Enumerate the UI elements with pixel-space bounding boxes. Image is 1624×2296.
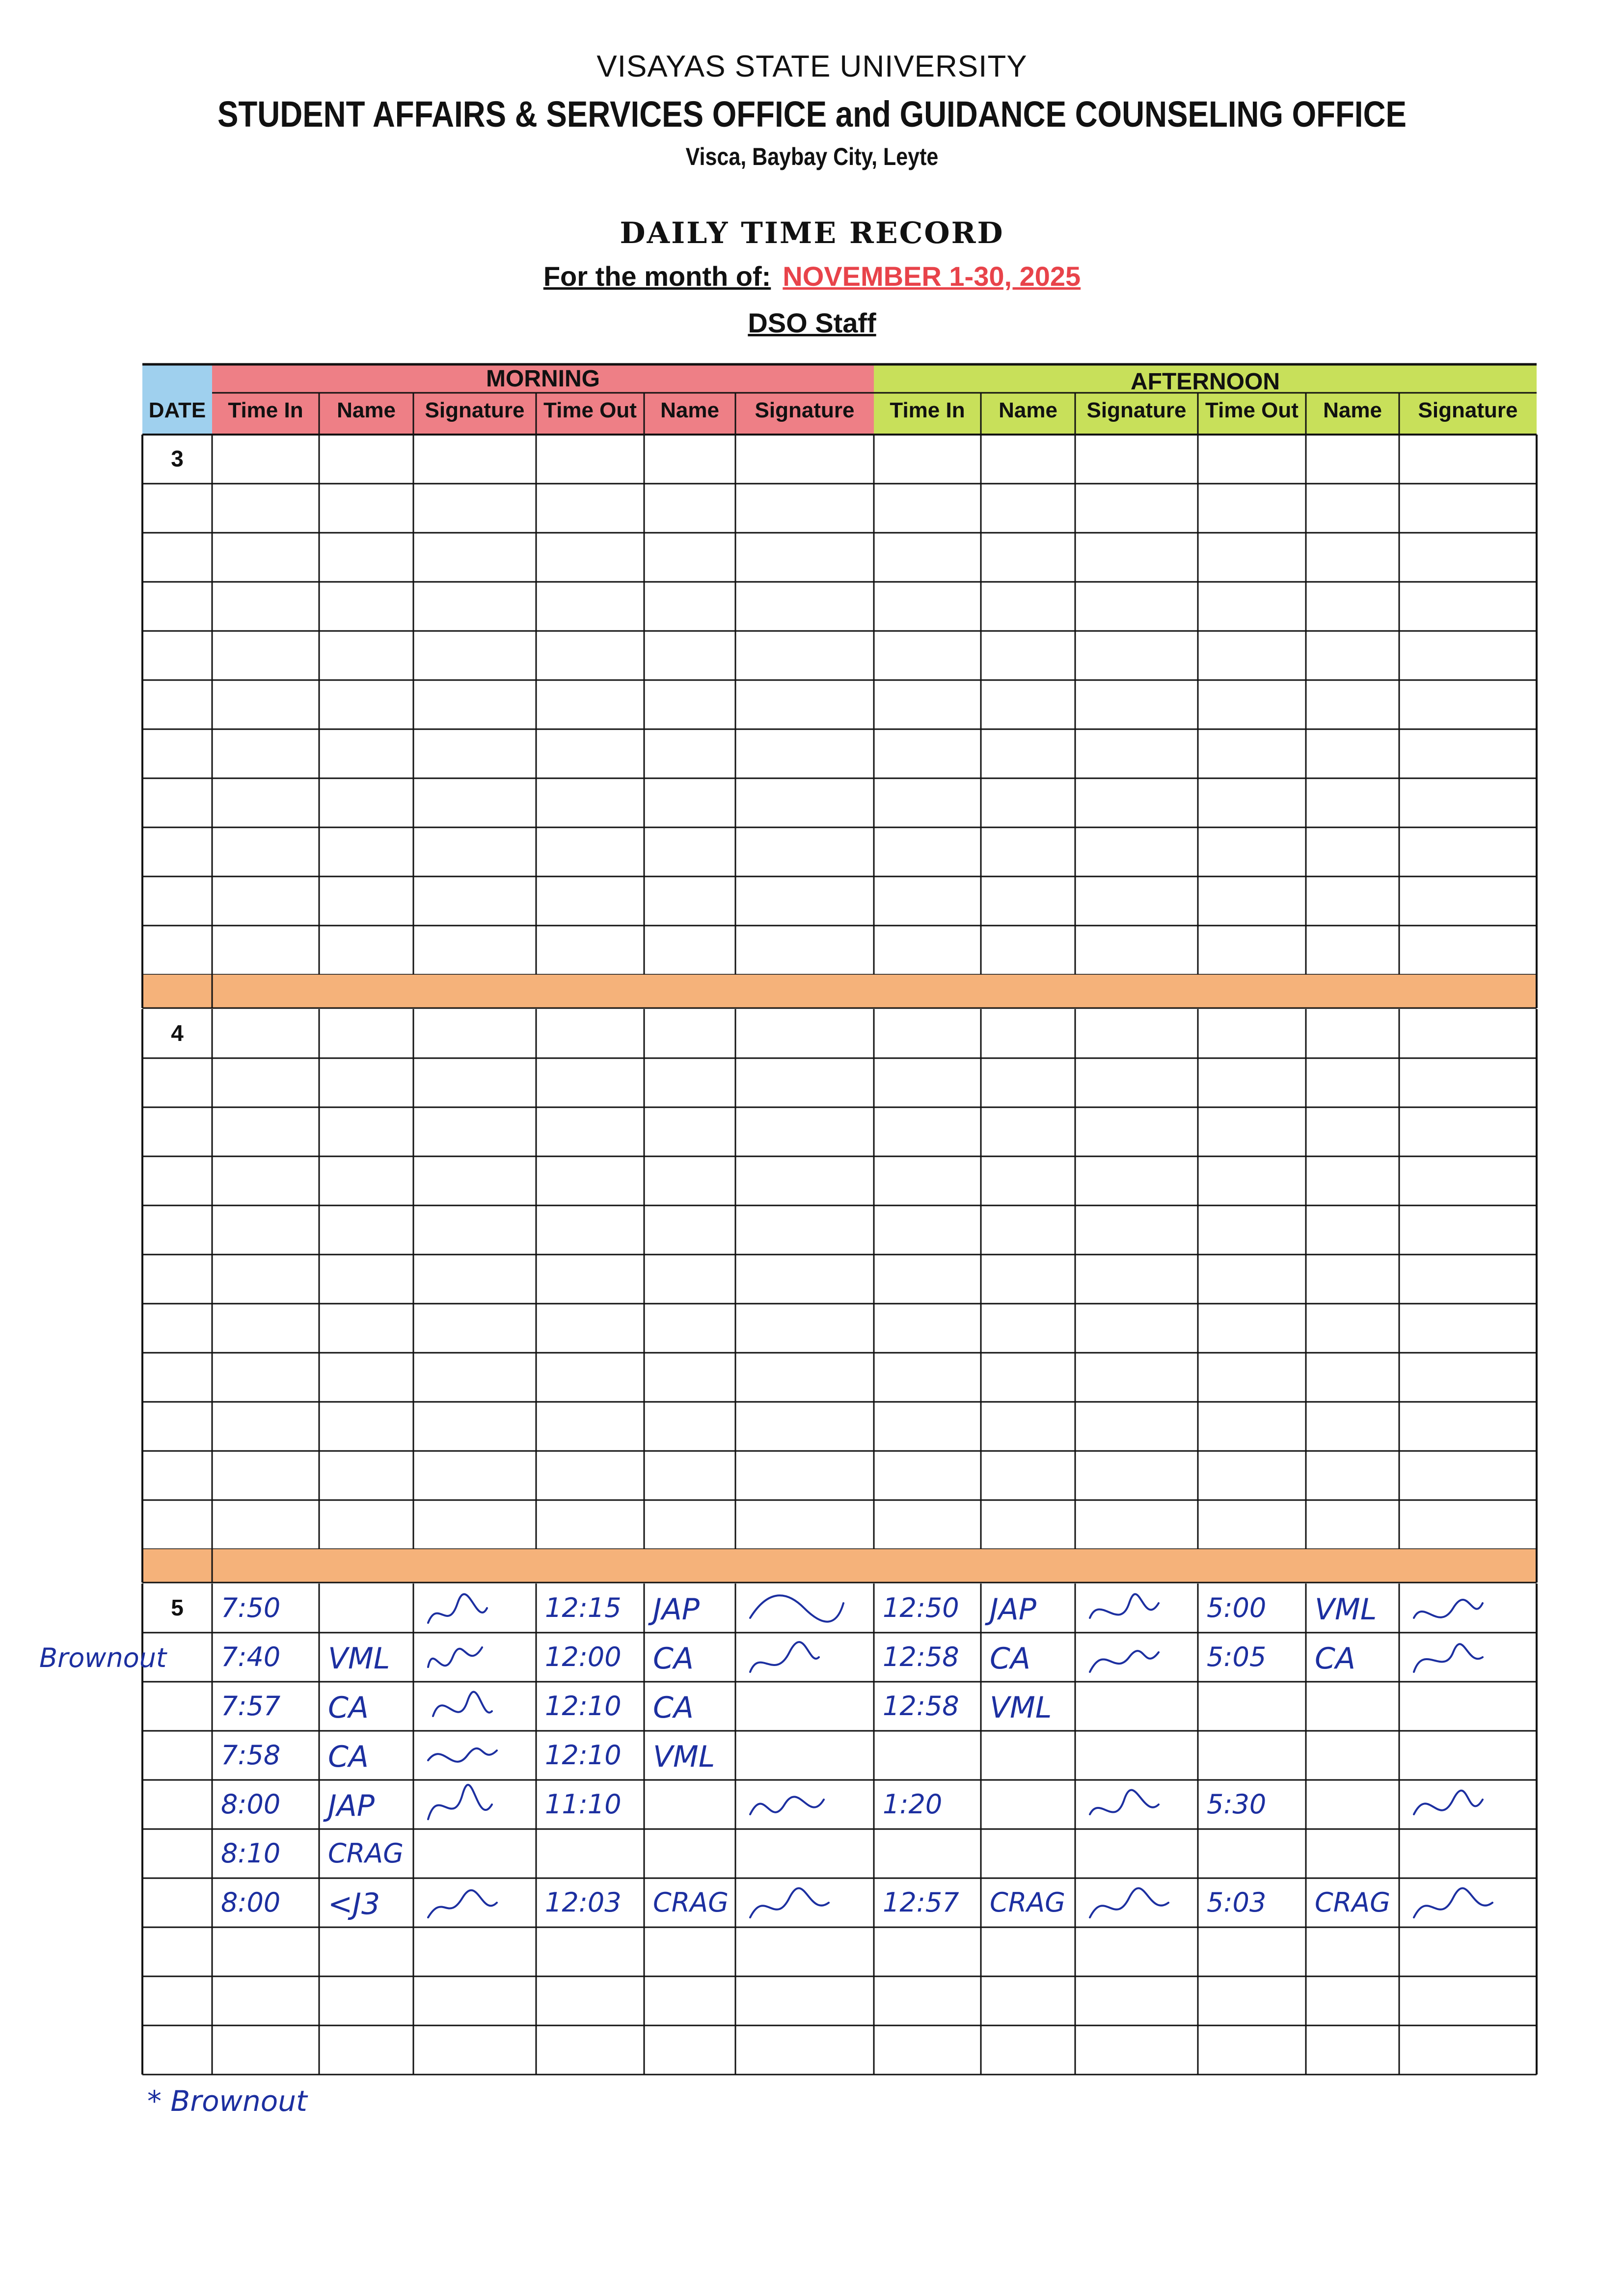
signature-scribble — [750, 1595, 843, 1621]
handwritten-entry: 12:58 — [883, 1691, 959, 1722]
date-label: 3 — [171, 446, 184, 471]
column-header: Name — [1323, 398, 1382, 422]
handwritten-entry: 5:30 — [1207, 1789, 1267, 1820]
month-label: For the month of: — [543, 261, 771, 292]
handwritten-entry: CA — [653, 1641, 694, 1676]
signature-scribble — [433, 1692, 492, 1716]
signature-scribble — [428, 1890, 497, 1917]
signature-scribble — [428, 1594, 487, 1623]
office-address: Visca, Baybay City, Leyte — [685, 143, 939, 170]
morning-header: MORNING — [486, 366, 600, 392]
handwritten-entry: CRAG — [1315, 1887, 1391, 1918]
brownout-footer-note: * Brownout — [147, 2084, 307, 2118]
handwritten-entry: CRAG — [328, 1838, 404, 1869]
signature-scribble — [1414, 1644, 1483, 1672]
university-name: VISAYAS STATE UNIVERSITY — [596, 50, 1028, 83]
handwritten-entry: JAP — [653, 1592, 700, 1627]
handwritten-entry: 5:03 — [1207, 1887, 1267, 1918]
handwritten-entry: VML — [990, 1691, 1052, 1725]
handwritten-entry: 8:00 — [221, 1887, 281, 1918]
handwritten-entry: 12:58 — [883, 1641, 959, 1672]
handwritten-entry: <J3 — [328, 1887, 380, 1921]
handwritten-entry: CA — [990, 1641, 1030, 1676]
date-label: 4 — [171, 1020, 184, 1046]
column-header: Name — [337, 398, 396, 422]
handwritten-entry: VML — [1315, 1592, 1377, 1627]
column-header: Name — [999, 398, 1057, 422]
day-separator — [142, 975, 1537, 1008]
signature-scribble — [428, 1749, 497, 1762]
signature-scribble — [750, 1642, 819, 1672]
handwritten-entry: CA — [328, 1691, 369, 1725]
handwritten-entry: CA — [653, 1691, 694, 1725]
handwritten-entry: 12:00 — [545, 1641, 622, 1672]
office-name: STUDENT AFFAIRS & SERVICES OFFICE and GUIDANCE COUNSELING OFFICE — [217, 94, 1407, 135]
handwritten-entry: CA — [328, 1740, 369, 1774]
date-label: 5 — [171, 1595, 184, 1620]
handwritten-entry: JAP — [328, 1789, 375, 1823]
column-header: Signature — [425, 398, 525, 422]
afternoon-header: AFTERNOON — [1131, 369, 1280, 395]
handwritten-entry: 8:10 — [221, 1838, 281, 1869]
handwritten-entry: 12:10 — [545, 1691, 622, 1722]
handwritten-entry: 7:40 — [221, 1641, 281, 1672]
handwritten-entry: JAP — [990, 1592, 1036, 1627]
signature-scribble — [1414, 1888, 1492, 1917]
handwritten-entry: VML — [328, 1641, 390, 1676]
handwritten-entry: 7:50 — [221, 1592, 281, 1623]
date-column-header: DATE — [148, 398, 206, 422]
handwritten-entry: 1:20 — [883, 1789, 943, 1820]
signature-scribble — [428, 1785, 492, 1819]
handwritten-entry: 12:15 — [545, 1592, 622, 1623]
handwritten-entry: 8:00 — [221, 1789, 281, 1820]
signature-scribble — [750, 1797, 824, 1814]
column-header: Signature — [1418, 398, 1518, 422]
handwritten-entry: CRAG — [990, 1887, 1066, 1918]
month-value: NOVEMBER 1-30, 2025 — [783, 261, 1081, 292]
handwritten-entry: 12:03 — [545, 1887, 622, 1918]
column-header: Time Out — [543, 398, 637, 422]
column-header: Signature — [755, 398, 855, 422]
handwritten-entry: 7:57 — [221, 1691, 281, 1722]
brownout-side-note: Brownout — [39, 1642, 167, 1673]
column-header: Time Out — [1205, 398, 1299, 422]
handwritten-entry: 5:00 — [1207, 1592, 1267, 1623]
staff-label: DSO Staff — [748, 307, 876, 338]
signature-scribble — [1090, 1594, 1159, 1618]
handwritten-entry: CRAG — [653, 1887, 729, 1918]
handwritten-entry: 11:10 — [545, 1789, 622, 1820]
handwritten-entry: CA — [1315, 1641, 1355, 1676]
handwritten-entry: 12:57 — [883, 1887, 959, 1918]
signature-scribble — [1414, 1600, 1483, 1618]
handwritten-entry: 12:10 — [545, 1740, 622, 1771]
signature-scribble — [1414, 1791, 1483, 1814]
handwritten-entry: 5:05 — [1207, 1641, 1267, 1672]
column-header: Name — [660, 398, 719, 422]
signature-scribble — [750, 1888, 829, 1917]
signature-scribble — [1090, 1790, 1159, 1814]
column-header: Time In — [228, 398, 303, 422]
document-title: DAILY TIME RECORD — [620, 216, 1004, 250]
day-separator — [142, 1549, 1537, 1583]
handwritten-entry: 7:58 — [221, 1740, 281, 1771]
column-header: Signature — [1086, 398, 1187, 422]
handwritten-entry: 12:50 — [883, 1592, 959, 1623]
signature-scribble — [428, 1647, 482, 1667]
handwritten-entry: VML — [653, 1740, 715, 1774]
column-header: Time In — [890, 398, 965, 422]
signature-scribble — [1090, 1888, 1168, 1917]
signature-scribble — [1090, 1651, 1159, 1672]
